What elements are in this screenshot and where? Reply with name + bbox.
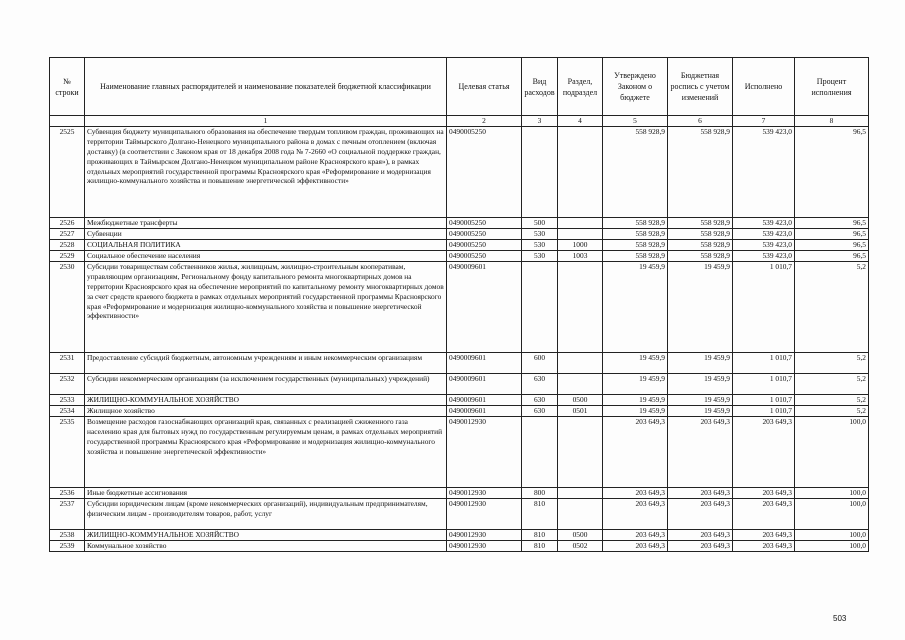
table-row bbox=[50, 405, 869, 416]
row-expense-type: 800 bbox=[522, 487, 558, 498]
row-expense-type: 810 bbox=[522, 498, 558, 529]
row-budget-schedule: 558 928,9 bbox=[668, 250, 733, 261]
row-number: 2526 bbox=[50, 217, 85, 228]
row-expense-type: 530 bbox=[522, 239, 558, 250]
header-percent: Процент исполнения bbox=[795, 58, 869, 116]
column-number: 4 bbox=[558, 116, 603, 127]
row-expense-type: 630 bbox=[522, 405, 558, 416]
table-row bbox=[50, 394, 869, 405]
row-target-article: 0490005250 bbox=[447, 228, 522, 239]
row-budget-schedule: 203 649,3 bbox=[668, 416, 733, 487]
row-expense-type bbox=[522, 416, 558, 487]
row-number: 2533 bbox=[50, 394, 85, 405]
row-budget-schedule: 203 649,3 bbox=[668, 540, 733, 551]
row-percent: 5,2 bbox=[795, 261, 869, 352]
row-percent: 100,0 bbox=[795, 540, 869, 551]
row-target-article: 0490009601 bbox=[447, 405, 522, 416]
row-target-article: 0490012930 bbox=[447, 529, 522, 540]
row-percent: 96,5 bbox=[795, 126, 869, 217]
row-target-article: 0490009601 bbox=[447, 352, 522, 373]
table-row bbox=[50, 540, 869, 551]
column-number: 8 bbox=[795, 116, 869, 127]
header-section: Раздел, подраздел bbox=[558, 58, 603, 116]
header-target-article: Целевая статья bbox=[447, 58, 522, 116]
row-target-article: 0490012930 bbox=[447, 540, 522, 551]
table-row bbox=[50, 217, 869, 228]
row-budget-schedule: 558 928,9 bbox=[668, 126, 733, 217]
row-target-article: 0490012930 bbox=[447, 416, 522, 487]
table-row bbox=[50, 352, 869, 373]
row-target-article: 0490009601 bbox=[447, 261, 522, 352]
row-target-article: 0490005250 bbox=[447, 250, 522, 261]
row-approved: 19 459,9 bbox=[603, 261, 668, 352]
header-row bbox=[50, 58, 869, 116]
row-approved: 203 649,3 bbox=[603, 540, 668, 551]
header-approved: Утверждено Законом о бюджете bbox=[603, 58, 668, 116]
row-expense-type: 810 bbox=[522, 540, 558, 551]
row-approved: 558 928,9 bbox=[603, 126, 668, 217]
row-section bbox=[558, 261, 603, 352]
row-number: 2529 bbox=[50, 250, 85, 261]
row-name: Субвенция бюджету муниципального образования на обеспечение твердым топливом граждан, проживающих на территории Таймырского Долгано-Ненецкого муниципального района в домах с печным отоплением (включая доставку) (в соответствии с Законом края от 18 декабря 2008 года № 7-2660 «О социальной поддержке граждан, проживающих в Таймырском Долгано-Ненецком муниципальном районе Красноярского края»), в рамках отдельных мероприятий государственной программы Красноярского края «Реформирование и модернизация жилищно-коммунального хозяйства и повышение энергетической эффективности» bbox=[85, 126, 447, 217]
row-budget-schedule: 558 928,9 bbox=[668, 217, 733, 228]
row-target-article: 0490005250 bbox=[447, 239, 522, 250]
row-executed: 539 423,0 bbox=[733, 250, 795, 261]
row-name: Субвенции bbox=[85, 228, 447, 239]
row-name: Социальное обеспечение населения bbox=[85, 250, 447, 261]
row-name: Коммунальное хозяйство bbox=[85, 540, 447, 551]
row-percent: 100,0 bbox=[795, 416, 869, 487]
row-number: 2537 bbox=[50, 498, 85, 529]
table-row bbox=[50, 126, 869, 217]
row-section: 1003 bbox=[558, 250, 603, 261]
table-body bbox=[50, 126, 869, 551]
row-expense-type bbox=[522, 126, 558, 217]
page-number: 503 bbox=[833, 614, 847, 623]
row-expense-type: 500 bbox=[522, 217, 558, 228]
row-budget-schedule: 19 459,9 bbox=[668, 352, 733, 373]
row-percent: 96,5 bbox=[795, 239, 869, 250]
row-section bbox=[558, 416, 603, 487]
table-row bbox=[50, 529, 869, 540]
row-name: Иные бюджетные ассигнования bbox=[85, 487, 447, 498]
row-approved: 19 459,9 bbox=[603, 373, 668, 394]
row-executed: 539 423,0 bbox=[733, 228, 795, 239]
table-row bbox=[50, 239, 869, 250]
table-row bbox=[50, 228, 869, 239]
row-budget-schedule: 203 649,3 bbox=[668, 487, 733, 498]
row-name: Субсидии товариществам собственников жилья, жилищным, жилищно-строительным кооперативам, управляющим организациям, Региональному фонду капитального ремонта многоквартирных домов на территории Красноярского края на обеспечение мероприятий по капитальному ремонту многоквартирных домов за счет средств краевого бюджета в рамках отдельных мероприятий государственной программы Красноярского края «Реформирование и модернизация жилищно-коммунального хозяйства и повышение энергетической эффективности» bbox=[85, 261, 447, 352]
table-row bbox=[50, 250, 869, 261]
row-target-article: 0490009601 bbox=[447, 394, 522, 405]
row-executed: 203 649,3 bbox=[733, 416, 795, 487]
row-section: 0500 bbox=[558, 529, 603, 540]
column-number bbox=[50, 116, 85, 127]
row-number: 2531 bbox=[50, 352, 85, 373]
row-number: 2536 bbox=[50, 487, 85, 498]
row-executed: 1 010,7 bbox=[733, 352, 795, 373]
row-name: Предоставление субсидий бюджетным, автономным учреждениям и иным некоммерческим организациям bbox=[85, 352, 447, 373]
row-number: 2535 bbox=[50, 416, 85, 487]
header-expense-type: Вид расходов bbox=[522, 58, 558, 116]
row-budget-schedule: 19 459,9 bbox=[668, 405, 733, 416]
row-percent: 96,5 bbox=[795, 217, 869, 228]
row-expense-type: 630 bbox=[522, 394, 558, 405]
row-approved: 19 459,9 bbox=[603, 394, 668, 405]
row-budget-schedule: 558 928,9 bbox=[668, 228, 733, 239]
row-executed: 203 649,3 bbox=[733, 540, 795, 551]
row-target-article: 0490005250 bbox=[447, 217, 522, 228]
row-section: 0501 bbox=[558, 405, 603, 416]
row-executed: 203 649,3 bbox=[733, 498, 795, 529]
row-section bbox=[558, 487, 603, 498]
table-row bbox=[50, 498, 869, 529]
row-section: 0502 bbox=[558, 540, 603, 551]
row-name: Жилищное хозяйство bbox=[85, 405, 447, 416]
column-number-row bbox=[50, 116, 869, 127]
row-expense-type: 530 bbox=[522, 250, 558, 261]
row-number: 2534 bbox=[50, 405, 85, 416]
column-number: 1 bbox=[85, 116, 447, 127]
column-number: 6 bbox=[668, 116, 733, 127]
row-name: Субсидии юридическим лицам (кроме некоммерческих организаций), индивидуальным предпринимателям, физическим лицам - производителям товаров, работ, услуг bbox=[85, 498, 447, 529]
row-number: 2530 bbox=[50, 261, 85, 352]
row-executed: 1 010,7 bbox=[733, 394, 795, 405]
row-approved: 203 649,3 bbox=[603, 487, 668, 498]
row-approved: 203 649,3 bbox=[603, 498, 668, 529]
row-percent: 96,5 bbox=[795, 228, 869, 239]
budget-execution-table bbox=[49, 57, 869, 552]
row-target-article: 0490012930 bbox=[447, 487, 522, 498]
header-row-number: № строки bbox=[50, 58, 85, 116]
row-number: 2527 bbox=[50, 228, 85, 239]
column-number: 3 bbox=[522, 116, 558, 127]
row-expense-type: 600 bbox=[522, 352, 558, 373]
row-approved: 203 649,3 bbox=[603, 416, 668, 487]
row-approved: 558 928,9 bbox=[603, 228, 668, 239]
table-row bbox=[50, 261, 869, 352]
row-approved: 203 649,3 bbox=[603, 529, 668, 540]
row-name: Межбюджетные трансферты bbox=[85, 217, 447, 228]
row-executed: 203 649,3 bbox=[733, 529, 795, 540]
row-executed: 539 423,0 bbox=[733, 239, 795, 250]
row-name: СОЦИАЛЬНАЯ ПОЛИТИКА bbox=[85, 239, 447, 250]
row-number: 2525 bbox=[50, 126, 85, 217]
row-expense-type bbox=[522, 261, 558, 352]
row-section bbox=[558, 498, 603, 529]
row-number: 2532 bbox=[50, 373, 85, 394]
row-approved: 19 459,9 bbox=[603, 405, 668, 416]
header-budget-schedule: Бюджетная роспись с учетом изменений bbox=[668, 58, 733, 116]
column-number: 2 bbox=[447, 116, 522, 127]
row-budget-schedule: 19 459,9 bbox=[668, 261, 733, 352]
table-row bbox=[50, 373, 869, 394]
row-target-article: 0490009601 bbox=[447, 373, 522, 394]
row-approved: 558 928,9 bbox=[603, 250, 668, 261]
row-executed: 203 649,3 bbox=[733, 487, 795, 498]
row-name: Возмещение расходов газоснабжающих организаций края, связанных с реализацией сжиженного газа населению края для бытовых нужд по государственным регулируемым ценам, в рамках отдельных мероприятий государственной программы Красноярского края «Реформирование и модернизация жилищно-коммунального хозяйства и повышение энергетической эффективности» bbox=[85, 416, 447, 487]
table-row bbox=[50, 487, 869, 498]
row-budget-schedule: 203 649,3 bbox=[668, 498, 733, 529]
row-percent: 100,0 bbox=[795, 529, 869, 540]
row-section bbox=[558, 217, 603, 228]
row-percent: 5,2 bbox=[795, 373, 869, 394]
row-expense-type: 630 bbox=[522, 373, 558, 394]
row-percent: 100,0 bbox=[795, 498, 869, 529]
row-expense-type: 530 bbox=[522, 228, 558, 239]
row-percent: 5,2 bbox=[795, 394, 869, 405]
row-section bbox=[558, 228, 603, 239]
row-budget-schedule: 19 459,9 bbox=[668, 373, 733, 394]
row-executed: 539 423,0 bbox=[733, 217, 795, 228]
row-name: ЖИЛИЩНО-КОММУНАЛЬНОЕ ХОЗЯЙСТВО bbox=[85, 394, 447, 405]
row-budget-schedule: 19 459,9 bbox=[668, 394, 733, 405]
row-executed: 539 423,0 bbox=[733, 126, 795, 217]
row-budget-schedule: 203 649,3 bbox=[668, 529, 733, 540]
column-number: 5 bbox=[603, 116, 668, 127]
column-number: 7 bbox=[733, 116, 795, 127]
row-section bbox=[558, 352, 603, 373]
row-number: 2538 bbox=[50, 529, 85, 540]
row-section bbox=[558, 373, 603, 394]
row-number: 2528 bbox=[50, 239, 85, 250]
row-percent: 96,5 bbox=[795, 250, 869, 261]
row-name: Субсидии некоммерческим организациям (за исключением государственных (муниципальных) учреждений) bbox=[85, 373, 447, 394]
row-percent: 100,0 bbox=[795, 487, 869, 498]
row-number: 2539 bbox=[50, 540, 85, 551]
table-row bbox=[50, 416, 869, 487]
header-executed: Исполнено bbox=[733, 58, 795, 116]
row-approved: 558 928,9 bbox=[603, 217, 668, 228]
row-section: 1000 bbox=[558, 239, 603, 250]
row-target-article: 0490005250 bbox=[447, 126, 522, 217]
row-executed: 1 010,7 bbox=[733, 261, 795, 352]
row-section bbox=[558, 126, 603, 217]
row-executed: 1 010,7 bbox=[733, 405, 795, 416]
row-target-article: 0490012930 bbox=[447, 498, 522, 529]
row-budget-schedule: 558 928,9 bbox=[668, 239, 733, 250]
row-percent: 5,2 bbox=[795, 405, 869, 416]
header-name: Наименование главных распорядителей и наименование показателей бюджетной классификации bbox=[85, 58, 447, 116]
row-percent: 5,2 bbox=[795, 352, 869, 373]
row-name: ЖИЛИЩНО-КОММУНАЛЬНОЕ ХОЗЯЙСТВО bbox=[85, 529, 447, 540]
row-approved: 19 459,9 bbox=[603, 352, 668, 373]
row-executed: 1 010,7 bbox=[733, 373, 795, 394]
row-section: 0500 bbox=[558, 394, 603, 405]
row-expense-type: 810 bbox=[522, 529, 558, 540]
row-approved: 558 928,9 bbox=[603, 239, 668, 250]
